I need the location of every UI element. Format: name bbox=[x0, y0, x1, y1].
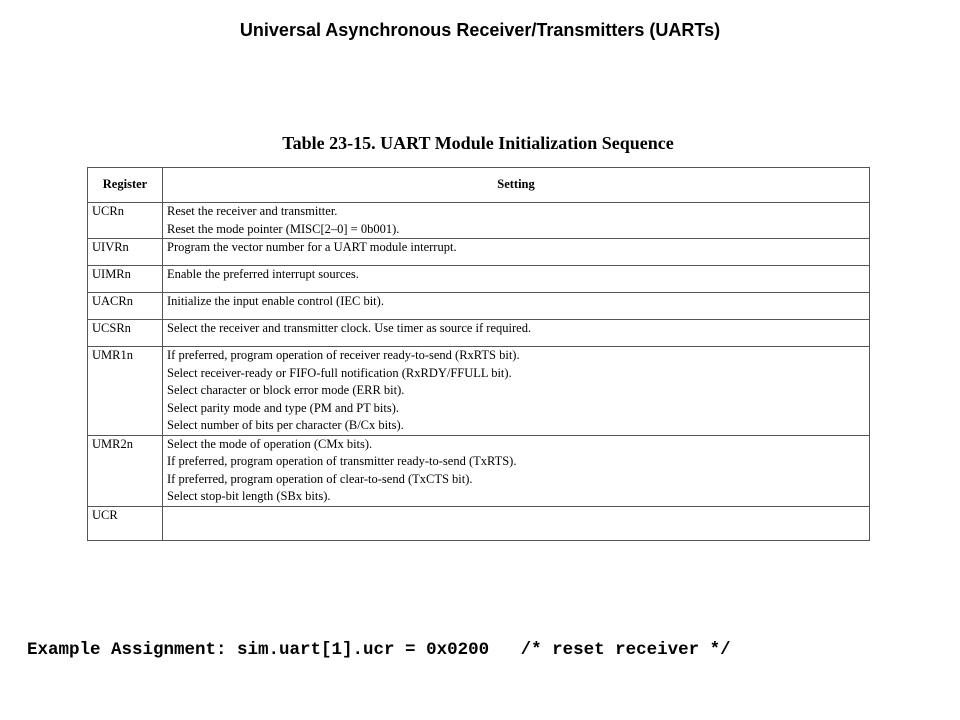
register-cell: UCSRn bbox=[88, 320, 163, 347]
setting-cell bbox=[163, 506, 870, 540]
setting-line: If preferred, program operation of clear-to-send (TxCTS bit). bbox=[167, 471, 473, 486]
register-cell: UMR2n bbox=[88, 435, 163, 506]
table-row bbox=[88, 320, 870, 347]
register-cell: UIMRn bbox=[88, 266, 163, 293]
setting-line: Select receiver-ready or FIFO-full notification (RxRDY/FFULL bit). bbox=[167, 365, 512, 380]
setting-cell bbox=[163, 239, 870, 266]
register-cell: UACRn bbox=[88, 293, 163, 320]
register-cell: UCR bbox=[88, 506, 163, 540]
table-body bbox=[88, 203, 870, 541]
setting-cell bbox=[163, 203, 870, 239]
table-row bbox=[88, 347, 870, 436]
setting-column-header: Setting bbox=[163, 168, 870, 203]
setting-cell bbox=[163, 293, 870, 320]
setting-line: Select number of bits per character (B/Cx bits). bbox=[167, 418, 404, 432]
setting-line: Select the mode of operation (CMx bits). bbox=[167, 436, 373, 451]
table-row bbox=[88, 266, 870, 293]
table-row bbox=[88, 506, 870, 540]
register-cell: UCRn bbox=[88, 203, 163, 239]
table-row bbox=[88, 239, 870, 266]
table-row bbox=[88, 293, 870, 320]
setting-line: Reset the mode pointer (MISC[2–0] = 0b001). bbox=[167, 221, 400, 236]
table-row bbox=[88, 435, 870, 506]
example-assignment: Example Assignment: sim.uart[1].ucr = 0x0200 /* reset receiver */ bbox=[27, 640, 731, 660]
uart-init-table bbox=[87, 167, 870, 541]
setting-line: If preferred, program operation of transmitter ready-to-send (TxRTS). bbox=[167, 454, 517, 468]
register-cell: UMR1n bbox=[88, 347, 163, 436]
setting-line: Enable the preferred interrupt sources. bbox=[167, 267, 359, 281]
table-row bbox=[88, 203, 870, 239]
table-caption: Table 23-15. UART Module Initialization Sequence bbox=[282, 133, 674, 153]
register-cell: UIVRn bbox=[88, 239, 163, 266]
setting-line: Select character or block error mode (ERR bit). bbox=[167, 383, 405, 397]
setting-cell bbox=[163, 320, 870, 347]
setting-line: Program the vector number for a UART module interrupt. bbox=[167, 240, 457, 254]
setting-line: Initialize the input enable control (IEC bit). bbox=[167, 294, 384, 308]
setting-line: Select stop-bit length (SBx bits). bbox=[167, 489, 331, 503]
table-header-row bbox=[88, 168, 870, 203]
setting-line: If preferred, program operation of receiver ready-to-send (RxRTS bit). bbox=[167, 348, 520, 362]
setting-line: Select parity mode and type (PM and PT bits). bbox=[167, 400, 400, 415]
setting-line: Reset the receiver and transmitter. bbox=[167, 204, 338, 218]
setting-line: Select the receiver and transmitter clock. Use timer as source if required. bbox=[167, 321, 532, 335]
slide-title: Universal Asynchronous Receiver/Transmitters (UARTs) bbox=[239, 20, 721, 40]
setting-cell bbox=[163, 435, 870, 506]
setting-cell bbox=[163, 266, 870, 293]
setting-cell bbox=[163, 347, 870, 436]
register-column-header: Register bbox=[88, 168, 163, 203]
